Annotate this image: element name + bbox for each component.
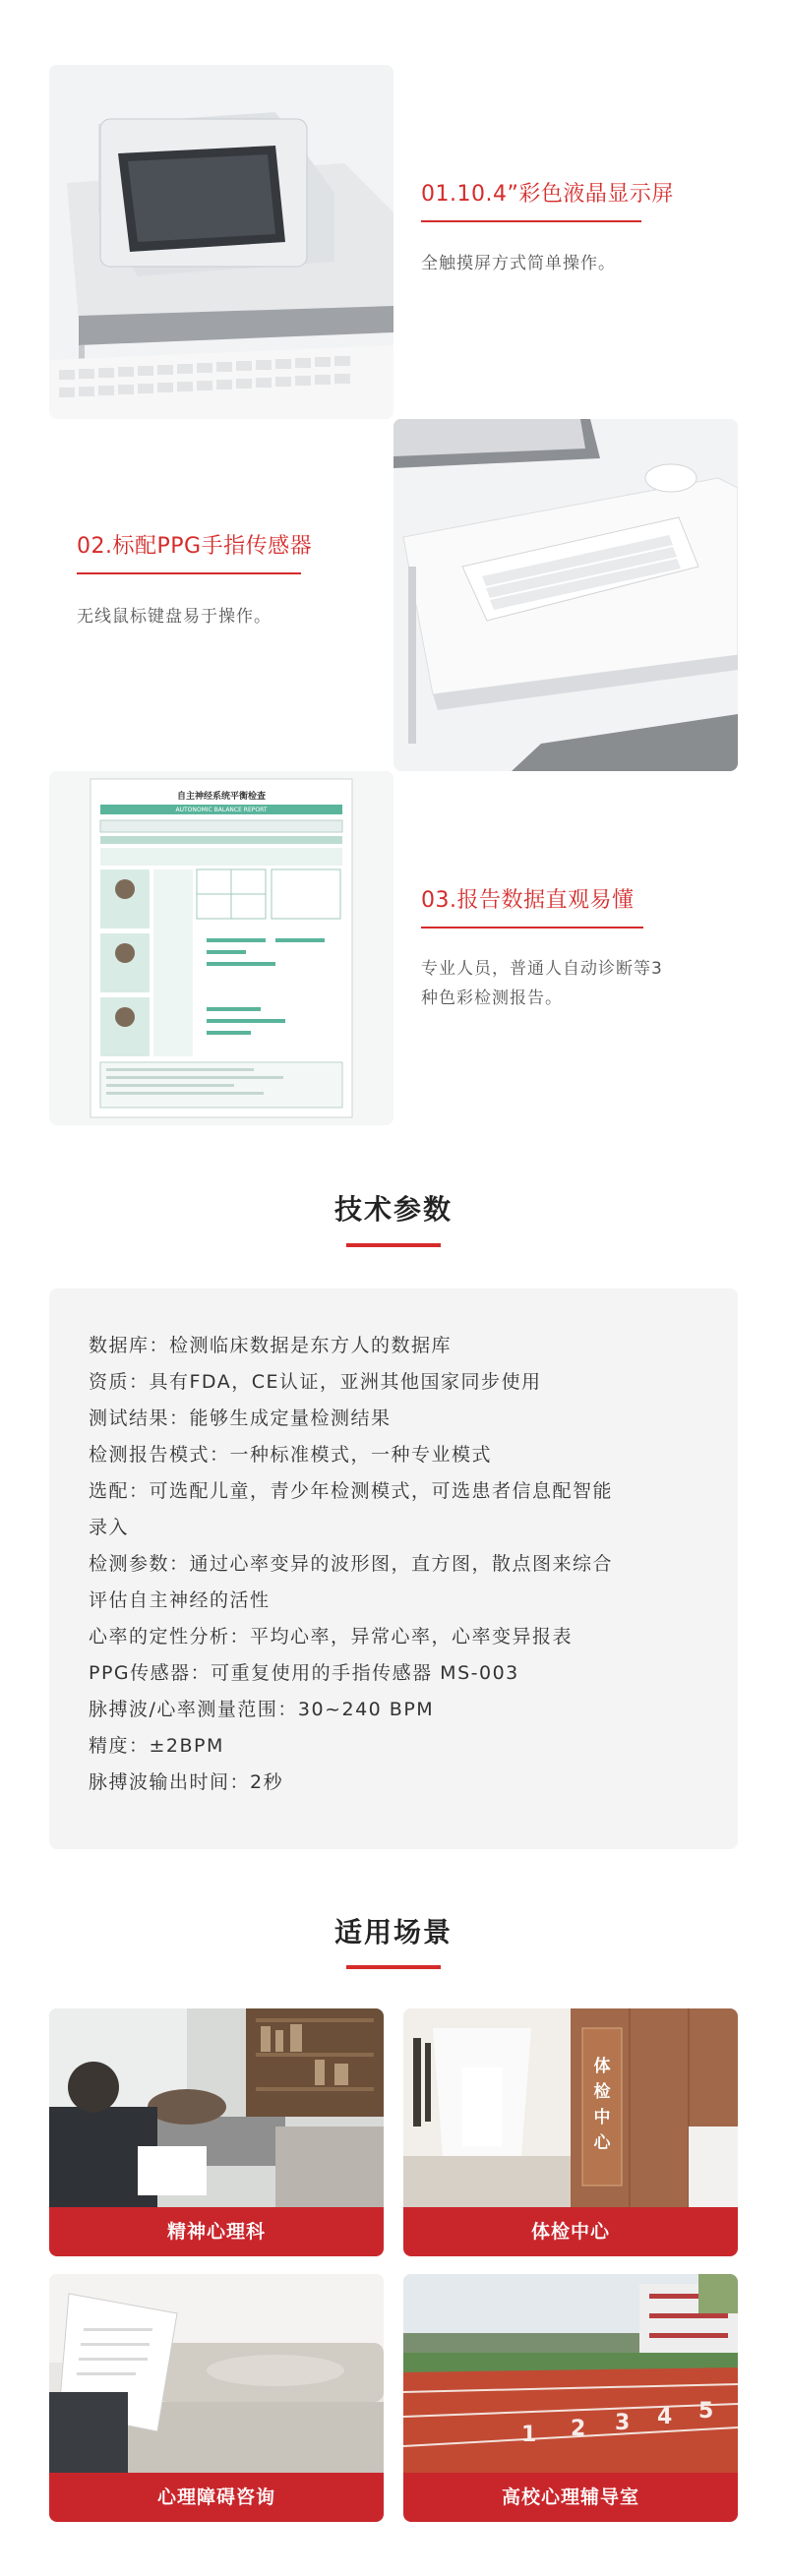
counseling-photo <box>49 2274 384 2473</box>
feature-2-title: 02.标配PPG手指传感器 <box>77 534 313 559</box>
tech-params-underline <box>346 1243 441 1247</box>
feature-1-title: 01.10.4”彩色液晶显示屏 <box>421 182 674 207</box>
svg-text:4: 4 <box>657 2405 673 2429</box>
scene-label: 高校心理辅导室 <box>403 2473 738 2522</box>
feature-3-description-line: 种色彩检测报告。 <box>421 988 563 1008</box>
param-line: 检测参数：通过心率变异的波形图，直方图，散点图来综合 <box>89 1553 614 1575</box>
param-line: PPG传感器：可重复使用的手指传感器 MS-003 <box>89 1662 519 1684</box>
param-line: 心率的定性分析：平均心率，异常心率，心率变异报表 <box>89 1626 574 1647</box>
report-sample-image <box>49 771 394 1125</box>
feature-3-description <box>421 954 663 1013</box>
scene-label: 体检中心 <box>403 2207 738 2256</box>
svg-text:2: 2 <box>571 2417 586 2441</box>
checkup-center-sign: 体检中心 <box>593 2057 611 2153</box>
svg-text:1: 1 <box>521 2423 537 2447</box>
touchscreen-device-photo <box>49 65 394 419</box>
tech-params-heading: 技术参数 <box>333 1193 453 1226</box>
feature-3-title: 03.报告数据直观易懂 <box>421 888 635 913</box>
svg-text:5: 5 <box>698 2399 714 2424</box>
scenes-heading: 适用场景 <box>333 1916 453 1948</box>
scene-card-checkup-center[interactable] <box>403 2008 738 2256</box>
feature-2-description: 无线鼠标键盘易于操作。 <box>77 607 272 627</box>
feature-1-description: 全触摸屏方式简单操作。 <box>421 254 616 273</box>
campus-track-photo <box>403 2274 738 2473</box>
report-subtitle: AUTONOMIC BALANCE REPORT <box>175 807 268 813</box>
param-line: 测试结果：能够生成定量检测结果 <box>89 1408 392 1429</box>
scene-card-campus-counseling[interactable] <box>403 2274 738 2522</box>
param-line: 选配：可选配儿童，青少年检测模式，可选患者信息配智能 <box>89 1480 614 1502</box>
keyboard-tray-photo <box>394 419 738 771</box>
param-line: 录入 <box>89 1517 130 1538</box>
tech-params-box <box>49 1288 738 1849</box>
checkup-center-photo <box>403 2008 738 2207</box>
report-title: 自主神经系统平衡检查 <box>176 792 266 802</box>
feature-1-underline <box>421 220 641 222</box>
scenes-underline <box>346 1965 441 1969</box>
param-line: 脉搏波输出时间：2秒 <box>89 1771 284 1793</box>
param-line: 脉搏波/心率测量范围：30~240 BPM <box>89 1699 435 1720</box>
param-line: 检测报告模式：一种标准模式，一种专业模式 <box>89 1444 493 1466</box>
psychiatry-photo <box>49 2008 384 2207</box>
param-line: 数据库：检测临床数据是东方人的数据库 <box>89 1335 453 1356</box>
feature-3-description-line: 专业人员，普通人自动诊断等3 <box>421 959 663 979</box>
scene-label: 精神心理科 <box>49 2207 384 2256</box>
feature-2-underline <box>77 572 301 574</box>
scene-card-psychiatry[interactable] <box>49 2008 384 2256</box>
feature-3-underline <box>421 927 643 929</box>
scene-label: 心理障碍咨询 <box>49 2473 384 2522</box>
param-line: 评估自主神经的活性 <box>89 1589 271 1611</box>
param-line: 精度：±2BPM <box>89 1735 224 1757</box>
scene-card-counseling[interactable] <box>49 2274 384 2522</box>
svg-text:3: 3 <box>615 2411 631 2435</box>
param-line: 资质：具有FDA，CE认证，亚洲其他国家同步使用 <box>89 1371 542 1393</box>
